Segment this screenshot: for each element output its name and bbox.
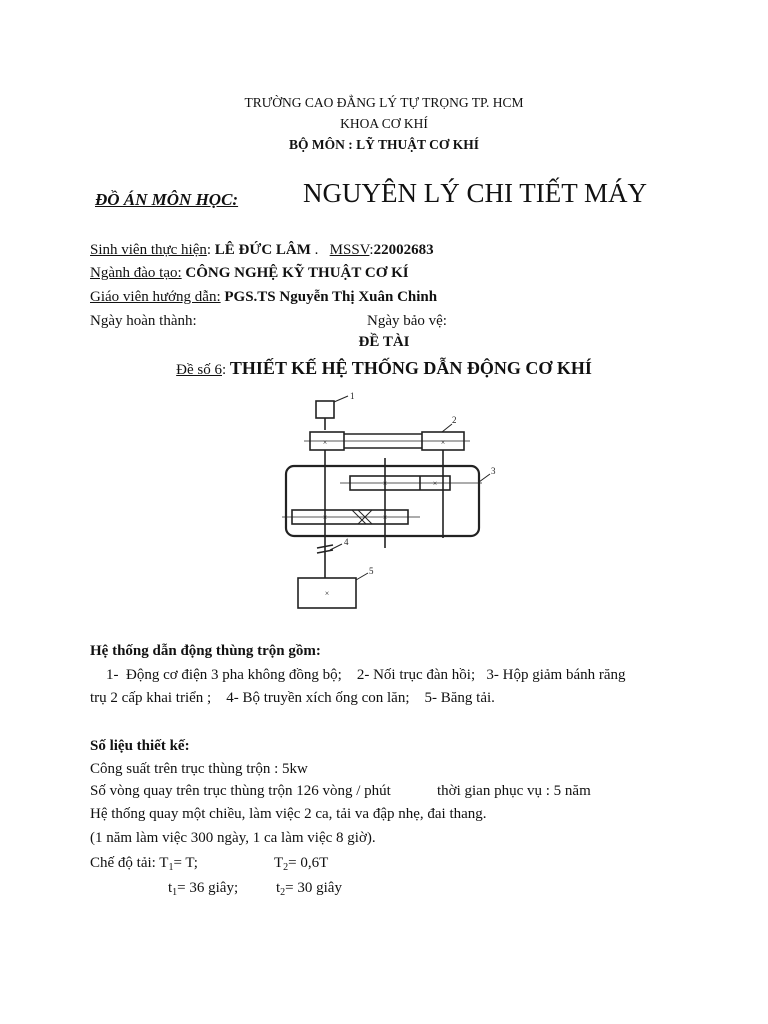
project-subject: NGUYÊN LÝ CHI TIẾT MÁY (303, 178, 647, 208)
specs-service-life: thời gian phục vụ : 5 năm (437, 783, 591, 799)
diagram-label-5: 5 (369, 566, 374, 576)
major-value: CÔNG NGHỆ KỸ THUẬT CƠ KÍ (185, 265, 409, 281)
advisor-line (90, 289, 437, 306)
t1-sub: 1 (168, 862, 174, 873)
time1-sub: 1 (172, 887, 178, 898)
topic-line (0, 358, 768, 379)
specs-speed: Số vòng quay trên trục thùng trộn 126 vòng / phút (90, 783, 391, 799)
time2-suffix: = 30 giây (285, 880, 342, 896)
topic-heading: ĐỀ TÀI (358, 334, 410, 350)
svg-text:×: × (324, 589, 330, 598)
advisor-label: Giáo viên hướng dẫn: (90, 289, 221, 305)
major-line (90, 265, 409, 282)
load-mode-line (90, 855, 198, 872)
specs-operation: Hệ thống quay một chiều, làm việc 2 ca, tải va đập nhẹ, đai thang. (90, 806, 487, 822)
school-name: TRƯỜNG CAO ĐẲNG LÝ TỰ TRỌNG TP. HCM (244, 95, 524, 110)
svg-text:×: × (322, 513, 328, 522)
t2-suffix: = 0,6T (288, 855, 329, 871)
specs-workdays: (1 năm làm việc 300 ngày, 1 ca làm việc 8 giờ). (90, 830, 376, 846)
t2-sub: 2 (283, 862, 289, 873)
diagram-label-4: 4 (344, 537, 349, 547)
department-name: BỘ MÔN : LỸ THUẬT CƠ KHÍ (288, 137, 480, 152)
student-name: LÊ ĐỨC LÂM (214, 242, 311, 258)
t1-suffix: = T; (173, 855, 198, 871)
drive-system-diagram (270, 388, 510, 620)
t2-load (274, 855, 328, 872)
t2-prefix: T (274, 855, 284, 871)
student-label: Sinh viên thực hiện (90, 242, 207, 258)
leader-2 (442, 424, 452, 432)
topic-title: THIẾT KẾ HỆ THỐNG DẪN ĐỘNG CƠ KHÍ (229, 358, 592, 378)
advisor-value: PGS.TS Nguyễn Thị Xuân Chinh (224, 289, 438, 305)
leader-3 (479, 474, 490, 482)
svg-text:×: × (322, 438, 328, 447)
completion-date-label: Ngày hoàn thành: (90, 313, 197, 329)
motor-symbol (316, 401, 334, 418)
mssv-sep: : (369, 242, 374, 258)
topic-number: Đề số 6 (176, 362, 222, 378)
student-tail: . (310, 242, 330, 258)
mssv-value: 22002683 (373, 242, 434, 258)
diagram-label-3: 3 (491, 466, 496, 476)
time1 (168, 880, 238, 897)
mssv-label: MSSV (329, 242, 370, 258)
time2-prefix: t (276, 880, 281, 896)
system-components-line1: 1- Động cơ điện 3 pha không đồng bộ; 2- Nối trục đàn hồi; 3- Hộp giảm bánh răng (106, 667, 626, 683)
time1-suffix: = 36 giây; (177, 880, 239, 896)
svg-text:×: × (382, 513, 388, 522)
drive-system-schematic (270, 388, 510, 620)
faculty-name: KHOA CƠ KHÍ (340, 116, 428, 131)
system-heading: Hệ thống dẫn động thùng trộn gồm: (90, 643, 321, 659)
student-sep: : (206, 242, 215, 258)
svg-text:×: × (432, 479, 438, 488)
svg-text:×: × (382, 479, 388, 488)
major-label: Ngành đào tạo: (90, 265, 182, 281)
project-label: ĐỒ ÁN MÔN HỌC: (95, 190, 239, 209)
svg-text:×: × (440, 438, 446, 447)
topic-sep: : (222, 362, 230, 378)
load-mode-label: Chế độ tải: (90, 855, 156, 871)
time2-sub: 2 (280, 887, 286, 898)
system-components-line2: trụ 2 cấp khai triển ; 4- Bộ truyền xích ống con lăn; 5- Băng tải. (90, 690, 495, 706)
student-line (90, 242, 434, 259)
time1-prefix: t (168, 880, 173, 896)
leader-5 (356, 573, 368, 580)
leader-1 (334, 396, 348, 402)
t1-prefix: T (155, 855, 169, 871)
defense-date-label: Ngày bảo vệ: (367, 313, 447, 329)
diagram-label-1: 1 (350, 391, 355, 401)
time2 (276, 880, 342, 897)
specs-heading: Số liệu thiết kế: (90, 738, 190, 754)
specs-power: Công suất trên trục thùng trộn : 5kw (90, 761, 308, 777)
diagram-label-2: 2 (452, 415, 457, 425)
